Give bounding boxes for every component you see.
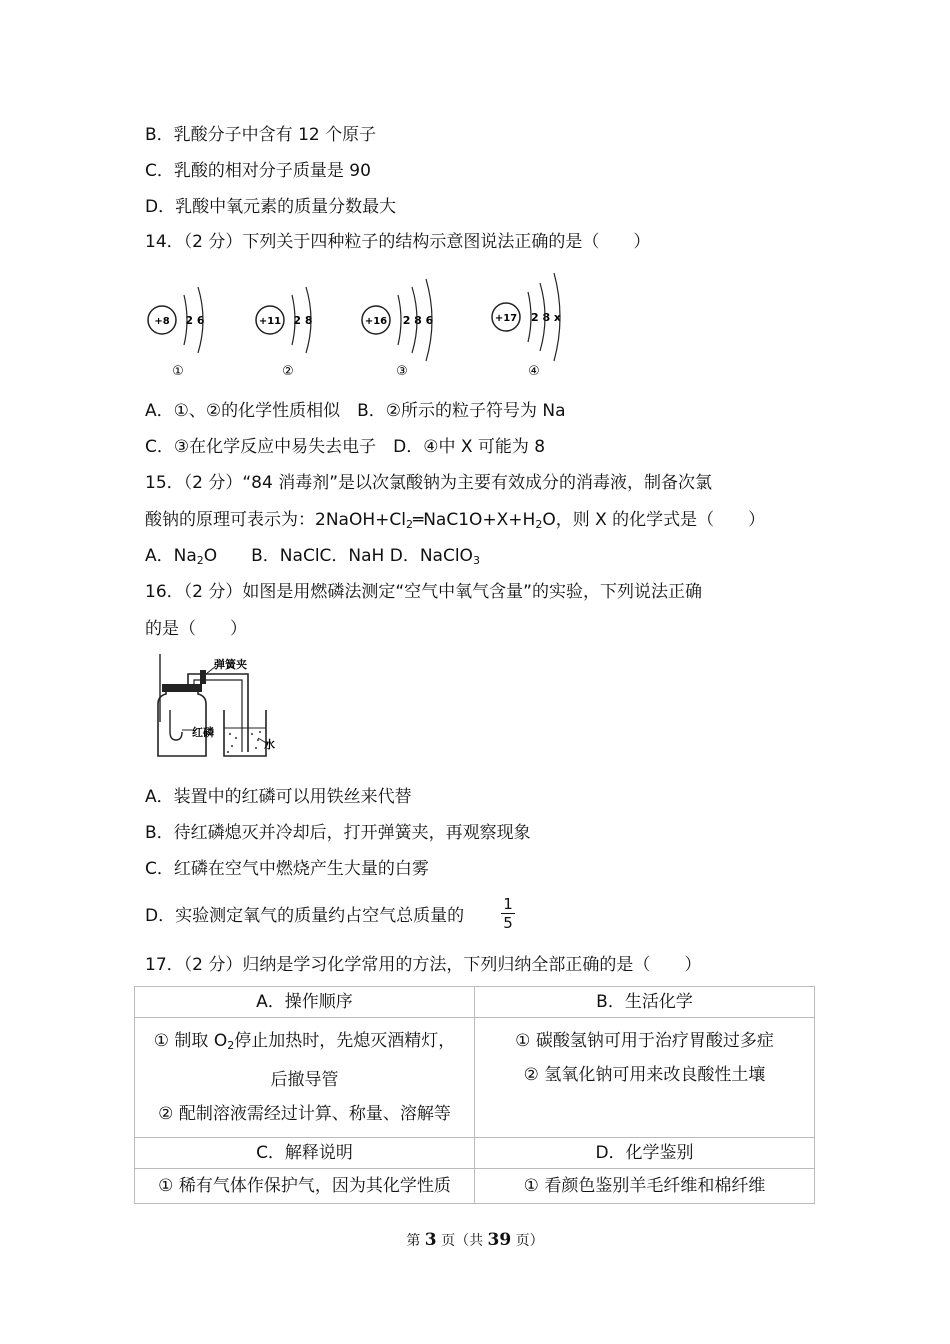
fraction-one-fifth — [501, 896, 515, 931]
atomic-structure-diagrams — [140, 265, 590, 385]
particle-1-nucleus: +8 — [154, 316, 170, 327]
fraction-numerator: 1 — [503, 895, 513, 913]
table-header-b: B．生活化学 — [475, 987, 815, 1018]
q16-stem-line1: 16．（2 分）如图是用燃磷法测定“空气中氧气含量”的实验，下列说法正确 — [145, 582, 702, 602]
particle-4-shells: 2 8 x — [530, 311, 562, 324]
table-header-c: C．解释说明 — [135, 1138, 475, 1169]
q17-stem: 17．（2 分）归纳是学习化学常用的方法，下列归纳全部正确的是（ ） — [145, 955, 702, 975]
particle-4-nucleus: +17 — [494, 313, 518, 324]
q15-options: A．$Na_2O$ B．NaClC．NaH D．NaClO$_3$ — [145, 546, 480, 567]
particle-3-label: ③ — [396, 364, 408, 379]
figure-label-phosphorus: 红磷 — [192, 726, 214, 739]
q16-stem-line2: 的是（ ） — [145, 619, 247, 639]
q17-summary-table — [134, 986, 815, 1204]
table-cell-a — [135, 1018, 475, 1138]
cell-a-line1: ① 制取 $O_2$停止加热时，先熄灭酒精灯， — [153, 1031, 456, 1052]
particle-3 — [362, 279, 434, 379]
q14-options-ab: A．①、②的化学性质相似 B．②所示的粒子符号为 Na — [145, 401, 566, 421]
table-cell-d: ① 看颜色鉴别羊毛纤维和棉纤维 — [475, 1169, 815, 1204]
particle-1-shells: 2 6 — [185, 314, 205, 327]
current-page: 3 — [424, 1230, 437, 1250]
particle-1 — [148, 287, 205, 379]
q14-options-cd: C．③在化学反应中易失去电子 D．④中 X 可能为 8 — [145, 437, 546, 457]
total-pages: 39 — [487, 1230, 512, 1250]
fraction-denominator: 5 — [503, 914, 513, 932]
cell-b-line2: ② 氢氧化钠可用来改良酸性土壤 — [523, 1065, 766, 1085]
particle-2-shells: 2 8 — [293, 314, 313, 327]
particle-2-nucleus: +11 — [258, 316, 282, 327]
q16-option-a: A．装置中的红磷可以用铁丝来代替 — [145, 787, 412, 807]
cell-a-line3: ② 配制溶液需经过计算、称量、溶解等 — [158, 1104, 451, 1124]
particle-3-nucleus: +16 — [364, 316, 388, 327]
table-header-d: D．化学鉴别 — [475, 1138, 815, 1169]
particle-2 — [256, 287, 313, 379]
cell-a-line2: 后撤导管 — [270, 1070, 339, 1090]
q16-option-c: C．红磷在空气中燃烧产生大量的白雾 — [145, 859, 429, 879]
q16-option-b: B．待红磷熄灭并冷却后，打开弹簧夹，再观察现象 — [145, 823, 531, 843]
figure-label-clamp: 弹簧夹 — [214, 658, 247, 671]
q16-option-d: D．实验测定氧气的质量约占空气总质量的 — [145, 906, 465, 926]
q15-stem-line2: 酸钠的原理可表示为：$2NaOH+Cl_2═NaC1O+X+H_2O$，则 X 的化学式是（ ） — [145, 510, 766, 531]
particle-4-label: ④ — [528, 364, 540, 379]
particle-4 — [492, 273, 561, 379]
table-cell-c: ① 稀有气体作保护气，因为其化学性质 — [135, 1169, 475, 1204]
particle-1-label: ① — [172, 364, 184, 379]
page-footer: 第 3 页（共 39 页） — [406, 1230, 544, 1250]
table-header-a: A．操作顺序 — [135, 987, 475, 1018]
phosphorus-apparatus-figure — [140, 652, 290, 764]
q13-option-b: B．乳酸分子中含有 12 个原子 — [145, 125, 377, 145]
particle-2-label: ② — [282, 364, 294, 379]
figure-label-water: 水 — [264, 738, 275, 751]
q13-option-c: C．乳酸的相对分子质量是 90 — [145, 161, 371, 181]
particle-3-shells: 2 8 6 — [402, 314, 434, 327]
q13-option-d: D．乳酸中氧元素的质量分数最大 — [145, 197, 397, 217]
q15-stem-line1: 15．（2 分）“84 消毒剂”是以次氯酸钠为主要有效成分的消毒液，制备次氯 — [145, 473, 713, 493]
table-cell-b — [475, 1018, 815, 1138]
q14-stem: 14．（2 分）下列关于四种粒子的结构示意图说法正确的是（ ） — [145, 232, 651, 252]
cell-b-line1: ① 碳酸氢钠可用于治疗胃酸过多症 — [515, 1031, 774, 1051]
